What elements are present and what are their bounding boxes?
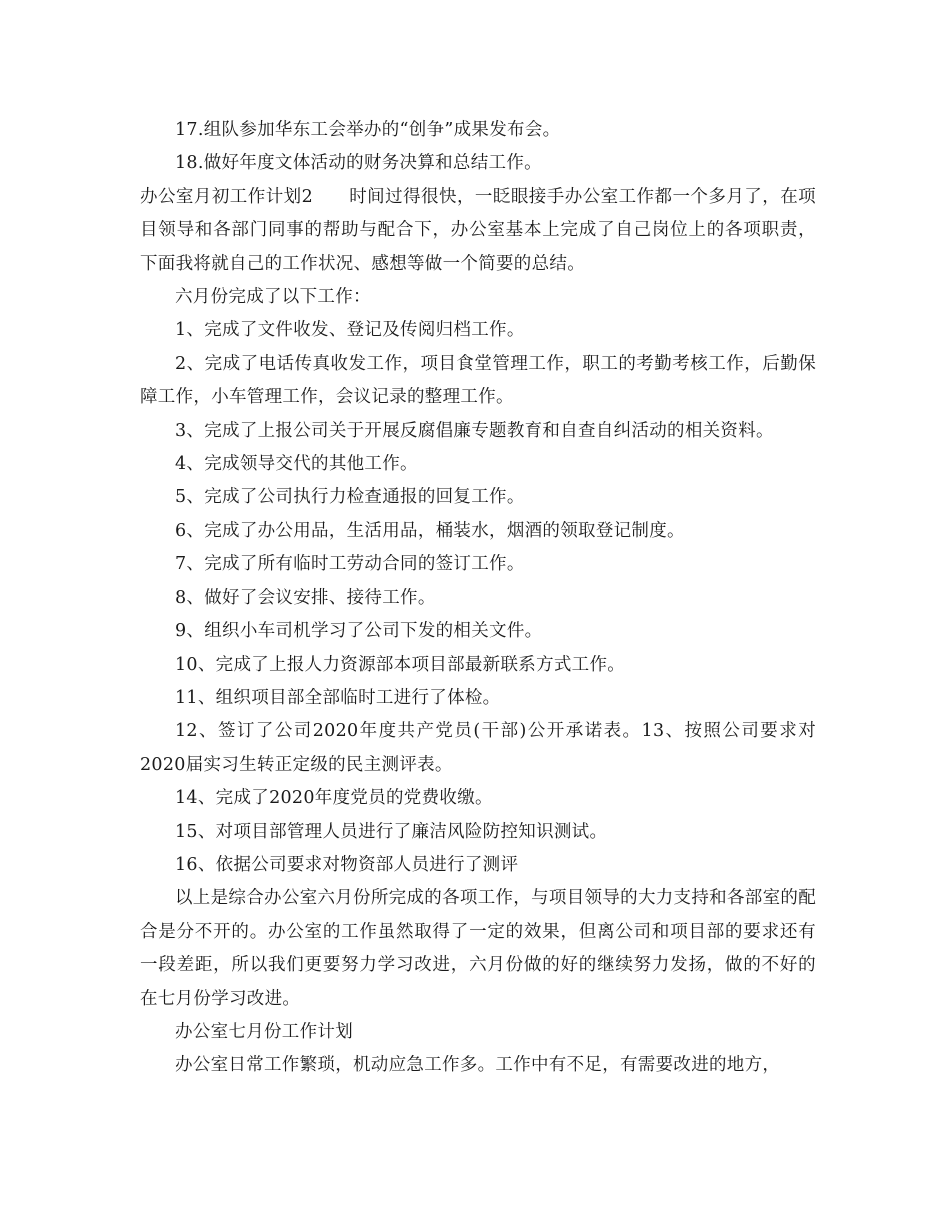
document-body (140, 114, 816, 1083)
june-item-2: 2、完成了电话传真收发工作，项目食堂管理工作，职工的考勤考核工作，后勤保障工作，小车管理工作，会议记录的整理工作。 (140, 353, 816, 408)
june-item-4: 4、完成领导交代的其他工作。 (175, 454, 418, 475)
july-plan-heading: 办公室七月份工作计划 (175, 1021, 353, 1042)
june-item-10: 10、完成了上报人力资源部本项目部最新联系方式工作。 (175, 654, 626, 675)
june-item-3: 3、完成了上报公司关于开展反腐倡廉专题教育和自查自纠活动的相关资料。 (175, 420, 774, 441)
june-item-5: 5、完成了公司执行力检查通报的回复工作。 (175, 487, 525, 508)
june-item-1: 1、完成了文件收发、登记及传阅归档工作。 (175, 320, 525, 341)
june-item-16: 16、依据公司要求对物资部人员进行了测评 (175, 854, 519, 875)
july-plan-intro: 办公室日常工作繁琐，机动应急工作多。工作中有不足，有需要改进的地方， (175, 1055, 781, 1076)
section-intro-paragraph (140, 181, 816, 281)
june-item-15: 15、对项目部管理人员进行了廉洁风险防控知识测试。 (175, 821, 608, 842)
paragraph-item-18: 18.做好年度文体活动的财务决算和总结工作。 (175, 153, 542, 174)
june-item-9: 9、组织小车司机学习了公司下发的相关文件。 (175, 621, 543, 642)
june-item-7: 7、完成了所有临时工劳动合同的签订工作。 (175, 554, 525, 575)
section-intro-text: 时间过得很快，一眨眼接手办公室工作都一个多月了，在项目领导和各部门同事的帮助与配合下，办公室基本上完成了自己岗位上的各项职责，下面我将就自己的工作状况、感想等做一个简要的总结。 (140, 186, 816, 274)
paragraph-item-17: 17.组队参加华东工会举办的“创争”成果发布会。 (175, 120, 561, 140)
june-item-11: 11、组织项目部全部临时工进行了体检。 (175, 687, 501, 708)
section-heading: 办公室月初工作计划2 (140, 186, 314, 207)
june-item-12-13: 12、签订了公司2020年度共产党员(干部)公开承诺表。13、按照公司要求对2020届实习生转正定级的民主测评表。 (140, 721, 816, 775)
june-item-14: 14、完成了2020年度党员的党费收缴。 (175, 788, 493, 809)
june-summary-heading: 六月份完成了以下工作： (175, 287, 371, 308)
june-item-8: 8、做好了会议安排、接待工作。 (175, 587, 436, 608)
june-conclusion-paragraph: 以上是综合办公室六月份所完成的各项工作，与项目领导的大力支持和各部室的配合是分不开的。办公室的工作虽然取得了一定的效果，但离公司和项目部的要求还有一段差距，所以我们更要努力学习改进，六月份做的好的继续努力发扬，做的不好的在七月份学习改进。 (140, 888, 816, 1009)
june-item-6: 6、完成了办公用品，生活用品，桶装水，烟酒的领取登记制度。 (175, 520, 685, 541)
